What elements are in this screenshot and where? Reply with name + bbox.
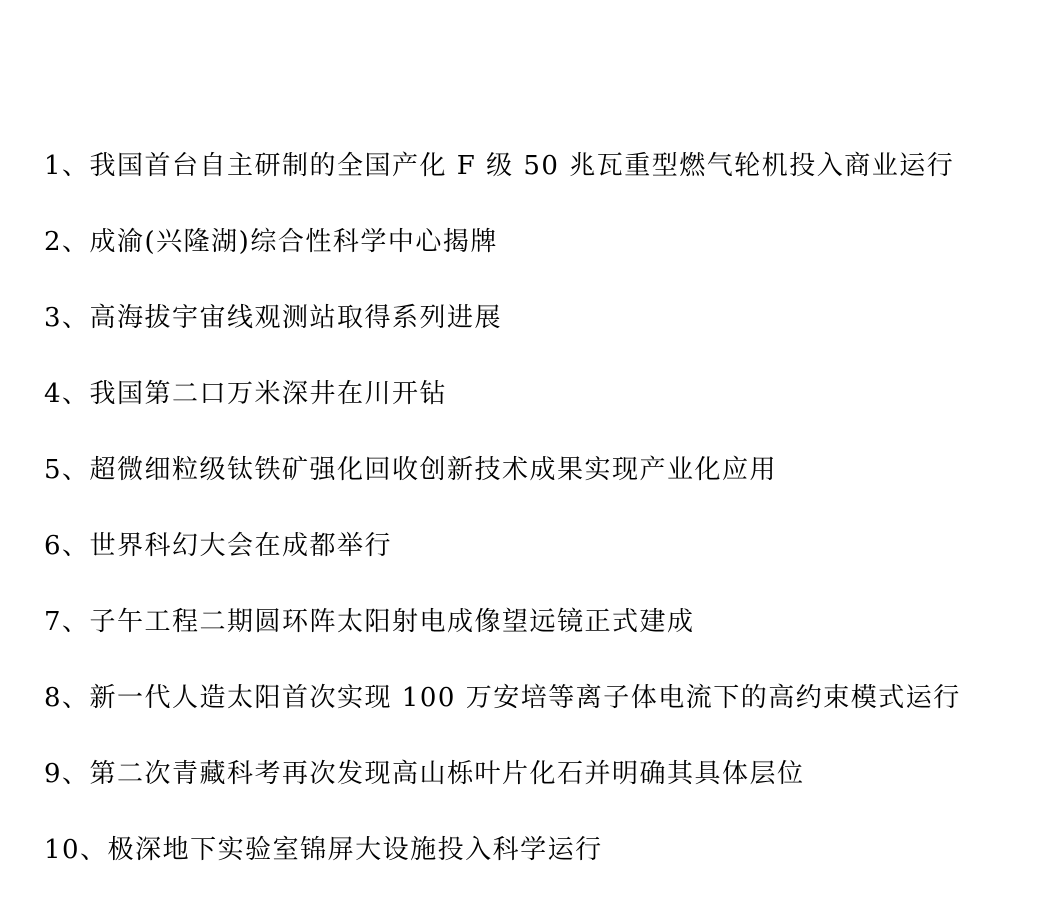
list-item: 3、高海拔宇宙线观测站取得系列进展	[44, 303, 503, 333]
list-item: 7、子午工程二期圆环阵太阳射电成像望远镜正式建成	[44, 607, 695, 637]
list-item: 5、超微细粒级钛铁矿强化回收创新技术成果实现产业化应用	[44, 455, 778, 485]
page-title	[0, 34, 1052, 74]
list-item: 4、我国第二口万米深井在川开钻	[44, 379, 448, 409]
list-item: 1、我国首台自主研制的全国产化 F 级 50 兆瓦重型燃气轮机投入商业运行	[44, 151, 955, 181]
news-list	[44, 146, 961, 906]
list-item: 9、第二次青藏科考再次发现高山栎叶片化石并明确其具体层位	[44, 759, 805, 789]
list-item: 10、极深地下实验室锦屏大设施投入科学运行	[44, 835, 603, 865]
list-item: 2、成渝(兴隆湖)综合性科学中心揭牌	[44, 227, 498, 257]
list-item: 6、世界科幻大会在成都举行	[44, 531, 393, 561]
list-item: 8、新一代人造太阳首次实现 100 万安培等离子体电流下的高约束模式运行	[44, 683, 961, 713]
